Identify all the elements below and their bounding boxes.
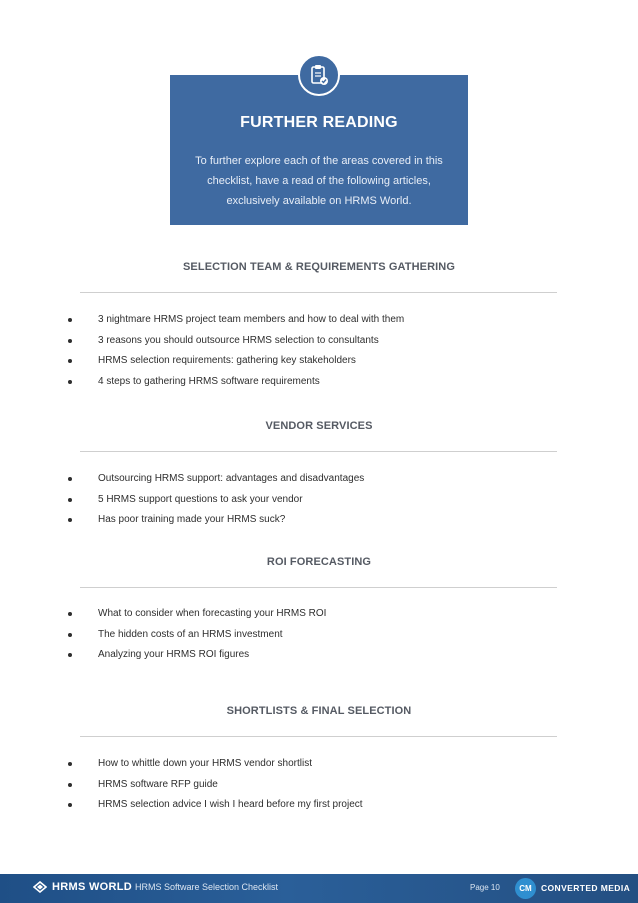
section-divider	[80, 292, 557, 293]
article-link[interactable]: Analyzing your HRMS ROI figures	[98, 649, 250, 660]
section-title-selection-team: SELECTION TEAM & REQUIREMENTS GATHERING	[183, 261, 455, 273]
list-item[interactable]	[66, 334, 404, 355]
bullet-icon	[68, 339, 72, 343]
list-item[interactable]	[66, 778, 363, 799]
hero-badge	[298, 54, 340, 96]
page-footer	[0, 874, 638, 903]
bullet-icon	[68, 318, 72, 322]
article-link[interactable]: Outsourcing HRMS support: advantages and disadvantages	[98, 473, 365, 484]
bullet-icon	[68, 762, 72, 766]
reading-list-shortlists	[66, 757, 363, 819]
article-link[interactable]: 3 reasons you should outsource HRMS selection to consultants	[98, 334, 379, 346]
bullet-icon	[68, 783, 72, 787]
logo-text: HRMS WORLD	[52, 881, 132, 893]
bullet-icon	[68, 498, 72, 502]
article-link[interactable]: What to consider when forecasting your HRMS ROI	[98, 608, 327, 619]
hero-title: FURTHER READING	[240, 114, 398, 131]
section-title-vendor-services: VENDOR SERVICES	[265, 420, 373, 432]
article-link[interactable]: HRMS selection requirements: gathering key stakeholders	[98, 355, 356, 366]
reading-list-selection-team	[66, 313, 404, 395]
bullet-icon	[68, 633, 72, 637]
document-title: HRMS Software Selection Checklist	[135, 882, 279, 892]
bullet-icon	[68, 653, 72, 657]
section-divider	[80, 587, 557, 588]
article-link[interactable]: HRMS software RFP guide	[98, 778, 218, 790]
brand-initials: CM	[519, 884, 532, 893]
section-divider	[80, 736, 557, 737]
list-item[interactable]	[66, 628, 326, 649]
section-title-roi-forecasting: ROI FORECASTING	[266, 556, 372, 568]
hrms-world-logo-icon	[33, 881, 47, 893]
section-title-shortlists: SHORTLISTS & FINAL SELECTION	[226, 705, 412, 717]
list-item[interactable]	[66, 313, 404, 334]
reading-list-vendor-services	[66, 472, 364, 534]
article-link[interactable]: HRMS selection advice I wish I heard before my first project	[98, 799, 363, 810]
bullet-icon	[68, 359, 72, 363]
list-item[interactable]	[66, 375, 404, 396]
list-item[interactable]	[66, 757, 363, 778]
hrms-world-logo[interactable]	[33, 881, 132, 893]
hero-description: To further explore each of the areas covered in this checklist, have a read of the following articles, exclusively available on HRMS World.	[195, 155, 443, 207]
article-link[interactable]: The hidden costs of an HRMS investment	[98, 628, 283, 640]
article-link[interactable]: How to whittle down your HRMS vendor shortlist	[98, 758, 312, 769]
list-item[interactable]	[66, 798, 363, 819]
list-item[interactable]	[66, 607, 326, 628]
article-link[interactable]: 4 steps to gathering HRMS software requirements	[98, 375, 320, 387]
bullet-icon	[68, 477, 72, 481]
list-item[interactable]	[66, 493, 364, 514]
list-item[interactable]	[66, 354, 404, 375]
converted-media-logo-icon[interactable]	[515, 878, 536, 899]
section-divider	[80, 451, 557, 452]
bullet-icon	[68, 518, 72, 522]
reading-list-roi-forecasting	[66, 607, 326, 669]
list-item[interactable]	[66, 472, 364, 493]
bullet-icon	[68, 380, 72, 384]
article-link[interactable]: 5 HRMS support questions to ask your vendor	[98, 493, 303, 505]
article-link[interactable]: 3 nightmare HRMS project team members and how to deal with them	[98, 314, 405, 325]
clipboard-check-icon	[309, 64, 329, 86]
article-link[interactable]: Has poor training made your HRMS suck?	[98, 514, 286, 525]
converted-media-label[interactable]: CONVERTED MEDIA	[541, 883, 631, 893]
bullet-icon	[68, 612, 72, 616]
list-item[interactable]	[66, 648, 326, 669]
bullet-icon	[68, 803, 72, 807]
list-item[interactable]	[66, 513, 364, 534]
page-number: Page 10	[470, 883, 500, 892]
